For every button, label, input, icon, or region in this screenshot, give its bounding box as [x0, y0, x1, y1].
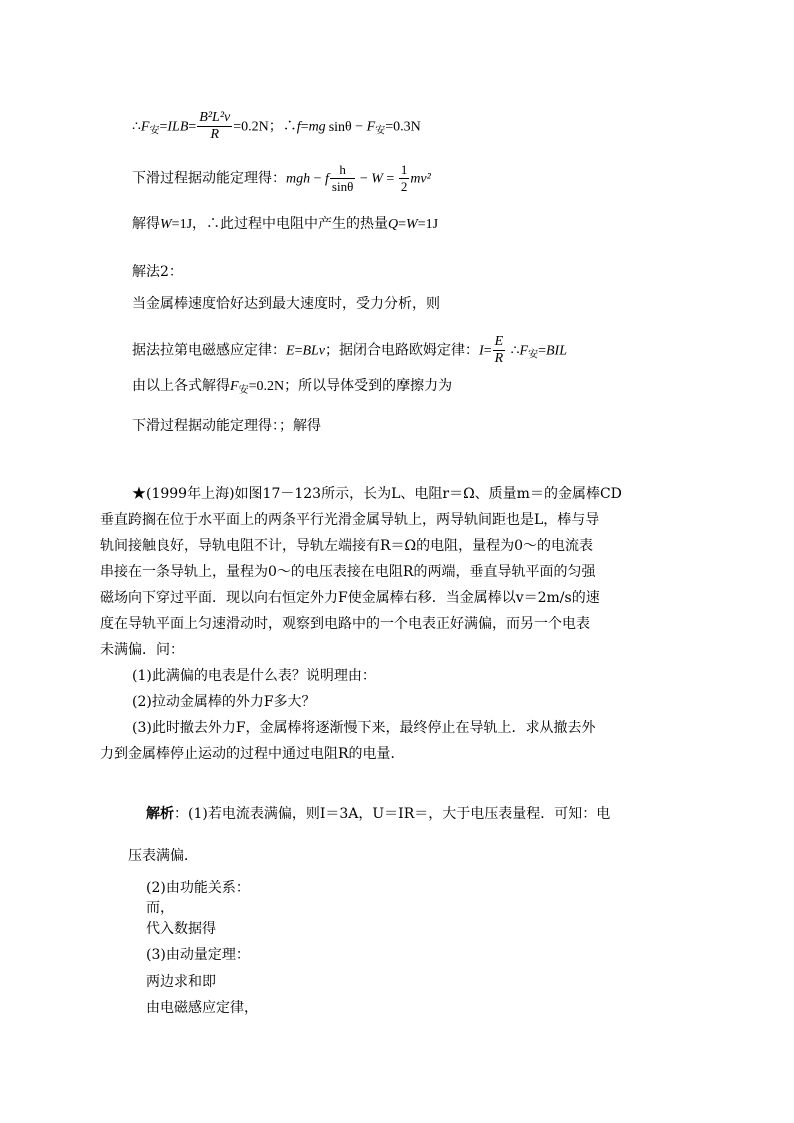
fraction-one-half: [399, 162, 410, 195]
solution-text: ：(1)若电流表满偏，则I＝3A，U＝IR＝，大于电压表量程．可知：电: [174, 806, 611, 822]
therefore-symbol: ∴: [506, 342, 520, 359]
var-f: f: [296, 119, 301, 135]
equals: =: [382, 171, 398, 187]
fraction-denominator: R: [210, 127, 220, 142]
solution-item: 由电磁感应定律，: [146, 1000, 258, 1016]
formula-line-1: [132, 110, 421, 143]
fraction-numerator: h: [330, 162, 355, 179]
problem-line: 磁场向下穿过平面．现以向右恒定外力F使金属棒右移．当金属棒以v＝2m/s的速: [100, 590, 600, 606]
text-friction: =0.2N；所以导体受到的摩擦力为: [248, 379, 453, 394]
text-ohm: ；据闭合电路欧姆定律：: [325, 342, 480, 359]
var-Q: Q: [388, 217, 399, 232]
var-f: f: [325, 171, 329, 187]
therefore-symbol: ∴: [282, 118, 297, 135]
text-kinetic-theorem: 下滑过程据动能定理得：: [132, 170, 286, 187]
problem-line: 垂直跨搁在位于水平面上的两条平行光滑金属导轨上，两导轨间距也是L，棒与导: [100, 512, 600, 528]
fraction-e-over-r: [493, 334, 506, 367]
problem-line: ★(1999年上海)如图17－123所示，长为L、电阻r＝Ω、质量m＝的金属棒CD: [132, 486, 622, 502]
solution-item: 代入数据得: [146, 921, 216, 937]
equals: =: [398, 217, 407, 232]
var-BLv: BLv: [302, 343, 326, 359]
var-F: F: [140, 119, 150, 135]
text-kinetic-theorem-2: 下滑过程据动能定理得：；解得: [132, 418, 321, 434]
formula-line-6: [132, 334, 567, 367]
question-3: (3)此时撤去外力F，金属棒将逐渐慢下来，最终停止在导轨上．求从撤去外: [132, 720, 596, 736]
var-I: I: [479, 343, 484, 359]
var-ILB: ILB: [167, 119, 189, 135]
fraction-numerator: E: [494, 334, 504, 349]
var-mg: mg: [308, 119, 326, 135]
problem-line: 串接在一条导轨上，量程为0～的电压表接在电阻R的两端，垂直导轨平面的匀强: [100, 564, 596, 580]
var-F: F: [519, 343, 529, 359]
formula-line-2: [132, 162, 431, 195]
separator: ；: [268, 118, 283, 135]
theta: θ: [345, 119, 352, 135]
text-max-speed: 当金属棒速度恰好达到最大速度时，受力分析，则: [132, 296, 440, 312]
solution-item: (3)由动量定理：: [146, 947, 250, 963]
sub-an: 安: [375, 125, 386, 137]
problem-line: 未满偏．问：: [100, 642, 184, 658]
equals: =: [483, 343, 492, 359]
equals: =: [294, 343, 303, 359]
sub-an: 安: [528, 349, 539, 361]
var-F: F: [366, 119, 376, 135]
fraction-denominator: sinθ: [331, 179, 354, 194]
var-W: W: [160, 217, 172, 232]
value-0.3N: =0.3N: [385, 119, 421, 135]
fraction-numerator: B²L²v: [199, 110, 231, 125]
text-solve: 解得: [132, 216, 160, 232]
problem-line: 度在导轨平面上匀速滑动时，观察到电路中的一个电表正好满偏，而另一个电表: [100, 616, 590, 632]
fraction-h-over-sin: [330, 162, 355, 195]
var-W: W: [371, 171, 383, 187]
var-W: W: [406, 217, 418, 232]
solution-label: 解析: [146, 806, 174, 822]
formula-line-7: [132, 376, 452, 401]
equals: =: [300, 119, 309, 135]
equals: =: [188, 119, 197, 135]
solution-line-1: [146, 804, 610, 824]
value-0.2N: =0.2N: [233, 119, 269, 135]
var-mgh: mgh: [286, 171, 311, 187]
equals: =: [159, 119, 168, 135]
var-mv2: mv²: [410, 171, 431, 187]
question-2: (2)拉动金属棒的外力F多大？: [132, 694, 316, 710]
question-3-cont: 力到金属棒停止运动的过程中通过电阻R的电量．: [100, 746, 405, 762]
formula-line-3: [132, 214, 438, 235]
question-1: (1)此满偏的电表是什么表？说明理由：: [132, 668, 376, 684]
solution-item: 而，: [146, 900, 174, 916]
equals: =: [538, 343, 546, 359]
solution-line-2: 压表满偏．: [128, 848, 198, 864]
fraction-numerator: 1: [400, 162, 408, 177]
minus: −: [310, 171, 326, 187]
var-BIL: BIL: [546, 343, 567, 359]
therefore-symbol: ∴: [132, 118, 141, 135]
minus: −: [351, 119, 367, 135]
var-F: F: [230, 379, 239, 394]
fraction-denominator: 2: [400, 179, 408, 194]
method-2-heading: 解法2：: [132, 264, 183, 280]
solution-item: 两边求和即: [146, 974, 216, 990]
value-1J: =1J: [417, 217, 439, 232]
text-from-above: 由以上各式解得: [132, 378, 230, 394]
sub-an: 安: [238, 385, 249, 396]
solution-item: (2)由功能关系：: [146, 880, 250, 896]
fraction-b2l2v-over-r: [197, 110, 232, 143]
problem-line: 轨间接触良好，导轨电阻不计，导轨左端接有R＝Ω的电阻，量程为0～的电流表: [100, 538, 594, 554]
text-faraday: 据法拉第电磁感应定律：: [132, 342, 286, 359]
sin: sin: [328, 119, 346, 135]
minus: −: [356, 171, 372, 187]
fraction-denominator: R: [494, 351, 504, 366]
var-E: E: [286, 343, 295, 359]
text-heat: =1J，∴此过程中电阻中产生的热量: [171, 217, 389, 232]
sub-an: 安: [149, 125, 160, 137]
